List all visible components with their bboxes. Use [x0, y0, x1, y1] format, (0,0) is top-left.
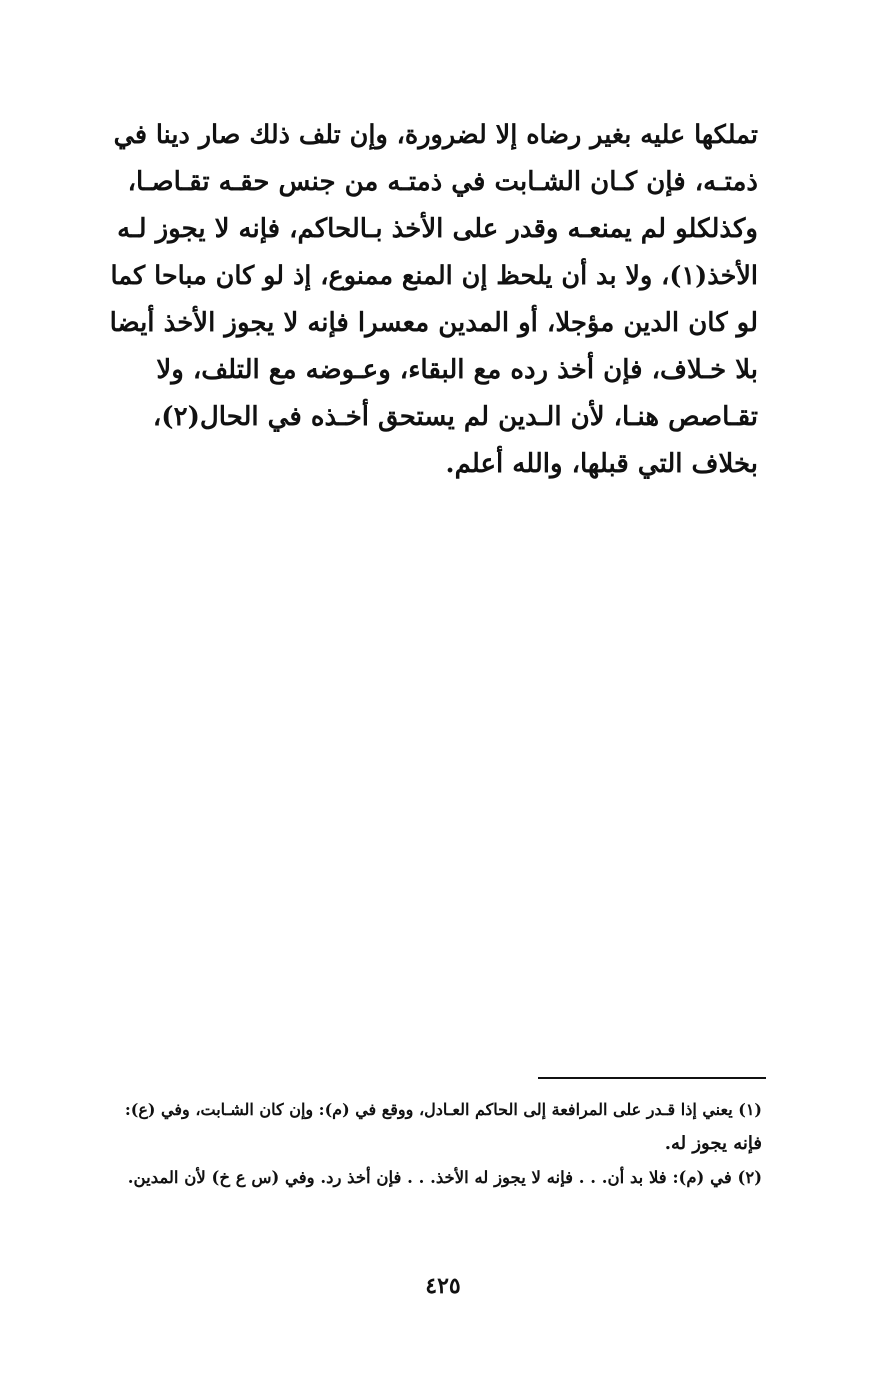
main-text-block — [108, 112, 758, 488]
body-line-2: ذمتـه، فإن كـان الشـابت في ذمتـه من جنس حقـه تقـاصـا، — [127, 167, 758, 197]
body-line-1: تملكها عليه بغير رضاه إلا لضرورة، وإن تلف ذلك صار دينا في — [113, 120, 758, 150]
body-line-8: بخلاف التي قبلها، والله أعلم. — [445, 449, 758, 479]
body-line-5: لو كان الدين مؤجلا، أو المدين معسرا فإنه لا يجوز الأخذ أيضا — [109, 308, 758, 338]
page-number: ٤٢٥ — [425, 1273, 461, 1299]
footnote-1-line-2: فإنه يجوز له. — [664, 1133, 762, 1154]
body-line-3: وكذلكلو لم يمنعـه وقدر على الأخذ بـالحاكم، فإنه لا يجوز لـه — [117, 214, 758, 244]
body-line-7: تقـاصص هنـا، لأن الـدين لم يستحق أخـذه في الحال(٢)، — [152, 402, 758, 432]
footnotes-block — [112, 1093, 762, 1195]
footnote-2: (٢) في (م): فلا بد أن. . . فإنه لا يجوز له الأخذ. . . فإن أخذ رد. وفي (س ع خ) لأن المدين. — [127, 1168, 762, 1187]
body-line-4: الأخذ(١)، ولا بد أن يلحظ إن المنع ممنوع، إذ لو كان مباحا كما — [110, 261, 758, 291]
footnote-separator — [538, 1077, 766, 1079]
footnote-1-line-1: (١) يعني إذا قـدر على المرافعة إلى الحاكم العـادل، ووقع في (م): وإن كان الشـابت، وفي (ع): — [124, 1100, 762, 1119]
body-line-6: بلا خـلاف، فإن أخذ رده مع البقاء، وعـوضه مع التلف، ولا — [156, 355, 758, 385]
